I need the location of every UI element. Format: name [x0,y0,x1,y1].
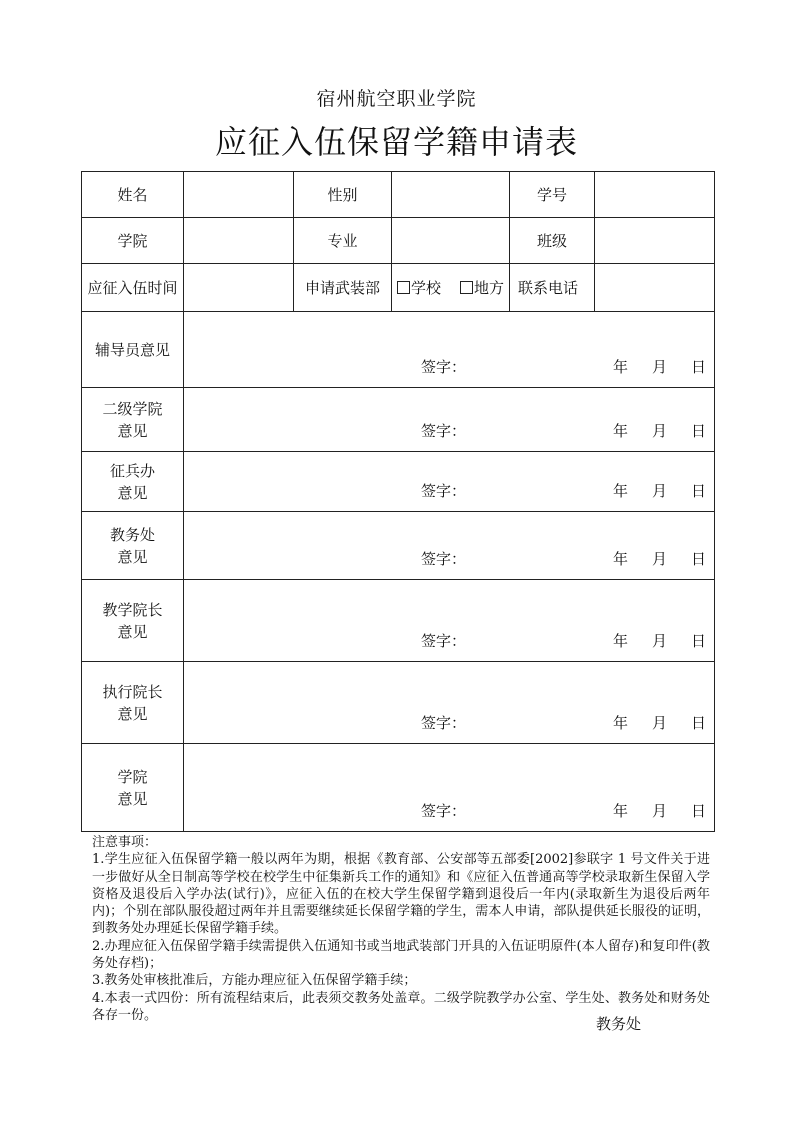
date-labels: 年 月 日 [612,802,706,820]
armed-dept-label: 申请武装部 [294,264,392,312]
date-labels: 年 月 日 [612,632,706,650]
notes-heading: 注意事项： [92,835,158,850]
option-local[interactable] [460,277,504,298]
opinion-label: 二级学院 意见 [82,388,184,452]
local-checkbox[interactable] [460,281,473,294]
opinion-row-institute [82,744,715,832]
opinion-area[interactable] [184,312,715,388]
opinion-area[interactable] [184,452,715,512]
date-labels: 年 月 日 [612,422,706,440]
note-item: 2.办理应征入伍保留学籍手续需提供入伍通知书或当地武装部门开具的入伍证明原件(本人留存)和复印件(教务处存档)； [92,938,710,972]
major-label: 专业 [294,218,392,264]
date-labels: 年 月 日 [612,714,706,732]
name-label: 姓名 [82,172,184,218]
opinion-row-academic-affairs [82,512,715,580]
armed-dept-options [392,264,510,312]
college-label: 学院 [82,218,184,264]
date-labels: 年 月 日 [612,550,706,568]
notes-section [92,834,710,1024]
major-field[interactable] [392,218,510,264]
form-row-college [82,218,715,264]
note-item: 4.本表一式四份：所有流程结束后，此表须交教务处盖章。二级学院教学办公室、学生处、教务处和财务处各存一份。 [92,990,710,1023]
opinion-area[interactable] [184,580,715,662]
opinion-label: 辅导员意见 [82,312,184,388]
class-field[interactable] [595,218,715,264]
gender-field[interactable] [392,172,510,218]
opinion-row-counselor [82,312,715,388]
option-school[interactable] [397,277,441,298]
issuing-office: 教务处 [596,1015,642,1033]
enlist-time-field[interactable] [184,264,294,312]
institution-name: 宿州航空职业学院 [316,88,477,110]
option-local-label: 地方 [474,279,505,297]
signature-label: 签字： [421,358,467,376]
note-item: 3.教务处审核批准后，方能办理应征入伍保留学籍手续； [92,973,417,989]
option-school-label: 学校 [410,279,441,297]
enlist-time-label: 应征入伍时间 [82,264,184,312]
signature-label: 签字： [421,714,467,732]
school-checkbox[interactable] [397,281,410,294]
class-label: 班级 [510,218,595,264]
form-row-basic [82,172,715,218]
opinion-label: 执行院长 意见 [82,662,184,744]
opinion-label: 教学院长 意见 [82,580,184,662]
opinion-row-college [82,388,715,452]
opinion-row-teaching-president [82,580,715,662]
signature-label: 签字： [421,802,467,820]
student-id-label: 学号 [510,172,595,218]
student-id-field[interactable] [595,172,715,218]
phone-label: 联系电话 [510,264,595,312]
opinion-area[interactable] [184,512,715,580]
opinion-row-recruitment [82,452,715,512]
gender-label: 性别 [294,172,392,218]
date-labels: 年 月 日 [612,482,706,500]
form-title: 应征入伍保留学籍申请表 [214,123,578,161]
opinion-label: 征兵办 意见 [82,452,184,512]
opinion-area[interactable] [184,744,715,832]
date-labels: 年 月 日 [612,358,706,376]
opinion-label: 学院 意见 [82,744,184,832]
signature-label: 签字： [421,482,467,500]
opinion-area[interactable] [184,662,715,744]
signature-label: 签字： [421,550,467,568]
opinion-label: 教务处 意见 [82,512,184,580]
note-item: 1.学生应征入伍保留学籍一般以两年为期，根据《教育部、公安部等五部委[2002]参联字 1 号文件关于进一步做好从全日制高等学校在校学生中征集新兵工作的通知》和《应征入伍普通高等学校录取新生保留入学资格及退役后入学办法(试行)》，应征入伍的在校大学生保留学籍到退役后一年内(录取新生为退役后两年内)；个别在部队服役超过两年并且需要继续延长保留学籍的学生，需本人申请，部队提供延长服役的证明，到教务处办理延长保留学籍手续。 [92,852,710,937]
signature-label: 签字： [421,422,467,440]
opinion-area[interactable] [184,388,715,452]
opinion-row-executive-president [82,662,715,744]
application-form-table [81,171,715,832]
form-row-enlistment [82,264,715,312]
name-field[interactable] [184,172,294,218]
college-field[interactable] [184,218,294,264]
signature-label: 签字： [421,632,467,650]
phone-field[interactable] [595,264,715,312]
